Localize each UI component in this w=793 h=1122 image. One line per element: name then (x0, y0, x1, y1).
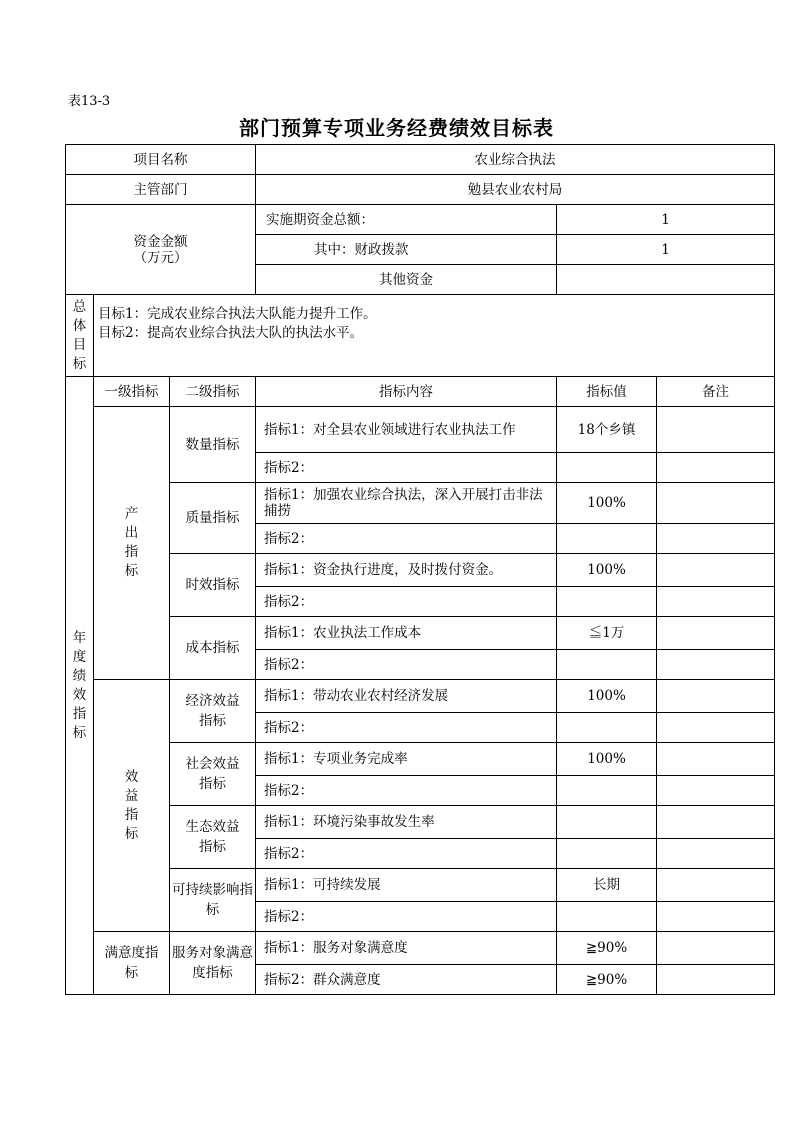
dept-label: 主管部门 (66, 175, 256, 205)
sustainable-note-2 (657, 902, 775, 932)
sustainable-indicator-label: 可持续影响指标 (170, 869, 256, 932)
sustainable-note-1 (657, 869, 775, 902)
goals-content (94, 295, 775, 377)
header-value: 指标值 (557, 377, 657, 407)
header-content: 指标内容 (256, 377, 557, 407)
economic-value-1: 100% (557, 680, 657, 713)
quality-indicator-label: 质量指标 (170, 483, 256, 554)
ecological-value-2 (557, 839, 657, 869)
ecological-note-1 (657, 806, 775, 839)
sustainable-value-1: 长期 (557, 869, 657, 902)
quality-note-1 (657, 483, 775, 524)
page-title: 部门预算专项业务经费绩效目标表 (239, 116, 554, 140)
economic-note-1 (657, 680, 775, 713)
service-satisfaction-label: 服务对象满意度指标 (170, 932, 256, 995)
quantity-indicator-label: 数量指标 (170, 407, 256, 483)
ecological-indicator-1: 指标1：环境污染事故发生率 (256, 806, 557, 839)
timeliness-note-2 (657, 587, 775, 617)
satisfaction-note-2 (657, 965, 775, 995)
header-level2: 二级指标 (170, 377, 256, 407)
output-indicators-label-text: 产出指标 (124, 506, 139, 579)
economic-note-2 (657, 713, 775, 743)
quantity-value-2 (557, 453, 657, 483)
funds-fiscal-label: 其中：财政拨款 (256, 235, 557, 265)
economic-indicator-2: 指标2： (256, 713, 557, 743)
timeliness-value-2 (557, 587, 657, 617)
goal-item: 目标1：完成农业综合执法大队能力提升工作。 (98, 306, 377, 322)
quantity-indicator-2: 指标2： (256, 453, 557, 483)
sustainable-indicator-1: 指标1：可持续发展 (256, 869, 557, 902)
funds-label-cell (66, 205, 256, 295)
cost-indicator-2: 指标2： (256, 650, 557, 680)
benefit-indicators-label (94, 680, 170, 932)
funds-other-label: 其他资金 (256, 265, 557, 295)
performance-goal-table (65, 144, 775, 995)
satisfaction-value-2: ≧90% (557, 965, 657, 995)
satisfaction-value-1: ≧90% (557, 932, 657, 965)
quality-indicator-1: 指标1：加强农业综合执法，深入开展打击非法捕捞 (256, 483, 557, 524)
dept-value: 勉县农业农村局 (256, 175, 775, 205)
cost-indicator-1: 指标1：农业执法工作成本 (256, 617, 557, 650)
economic-indicator-label: 经济效益指标 (170, 680, 256, 743)
funds-unit: （万元） (133, 249, 188, 266)
ecological-value-1 (557, 806, 657, 839)
quality-value-1: 100% (557, 483, 657, 524)
timeliness-indicator-2: 指标2： (256, 587, 557, 617)
table-number: 表13-3 (68, 94, 111, 109)
social-value-1: 100% (557, 743, 657, 776)
project-name-value: 农业综合执法 (256, 145, 775, 175)
funds-total-label: 实施期资金总额： (256, 205, 557, 235)
social-indicator-2: 指标2： (256, 776, 557, 806)
sustainable-indicator-2: 指标2： (256, 902, 557, 932)
quality-value-2 (557, 524, 657, 554)
cost-value-2 (557, 650, 657, 680)
benefit-indicators-label-text: 效益指标 (124, 768, 139, 842)
social-value-2 (557, 776, 657, 806)
quantity-value-1: 18个乡镇 (557, 407, 657, 453)
funds-label: 资金金额 (133, 233, 188, 250)
funds-other-value (557, 265, 775, 295)
sustainable-value-2 (557, 902, 657, 932)
project-name-label: 项目名称 (66, 145, 256, 175)
timeliness-indicator-label: 时效指标 (170, 554, 256, 617)
goals-label-text: 总体目标 (72, 298, 87, 372)
goals-label (66, 295, 94, 377)
social-indicator-1: 指标1：专项业务完成率 (256, 743, 557, 776)
ecological-indicator-label: 生态效益指标 (170, 806, 256, 869)
economic-value-2 (557, 713, 657, 743)
quantity-note-1 (657, 407, 775, 453)
social-note-2 (657, 776, 775, 806)
economic-indicator-1: 指标1：带动农业农村经济发展 (256, 680, 557, 713)
cost-note-2 (657, 650, 775, 680)
cost-note-1 (657, 617, 775, 650)
goal-item: 目标2：提高农业综合执法大队的执法水平。 (98, 325, 364, 341)
output-indicators-label (94, 407, 170, 680)
quality-note-2 (657, 524, 775, 554)
ecological-indicator-2: 指标2： (256, 839, 557, 869)
annual-indicators-label-text: 年度绩效指标 (72, 629, 87, 741)
annual-indicators-label (66, 377, 94, 995)
ecological-note-2 (657, 839, 775, 869)
funds-total-value: 1 (557, 205, 775, 235)
cost-value-1: ≦1万 (557, 617, 657, 650)
satisfaction-indicator-2: 指标2：群众满意度 (256, 965, 557, 995)
quality-indicator-2: 指标2： (256, 524, 557, 554)
funds-fiscal-value: 1 (557, 235, 775, 265)
cost-indicator-label: 成本指标 (170, 617, 256, 680)
social-indicator-label: 社会效益指标 (170, 743, 256, 806)
social-note-1 (657, 743, 775, 776)
header-note: 备注 (657, 377, 775, 407)
satisfaction-indicator-1: 指标1：服务对象满意度 (256, 932, 557, 965)
satisfaction-note-1 (657, 932, 775, 965)
timeliness-note-1 (657, 554, 775, 587)
quantity-indicator-1: 指标1：对全县农业领域进行农业执法工作 (256, 407, 557, 453)
timeliness-value-1: 100% (557, 554, 657, 587)
header-level1: 一级指标 (94, 377, 170, 407)
quantity-note-2 (657, 453, 775, 483)
satisfaction-indicators-label: 满意度指标 (94, 932, 170, 995)
timeliness-indicator-1: 指标1：资金执行进度，及时拨付资金。 (256, 554, 557, 587)
